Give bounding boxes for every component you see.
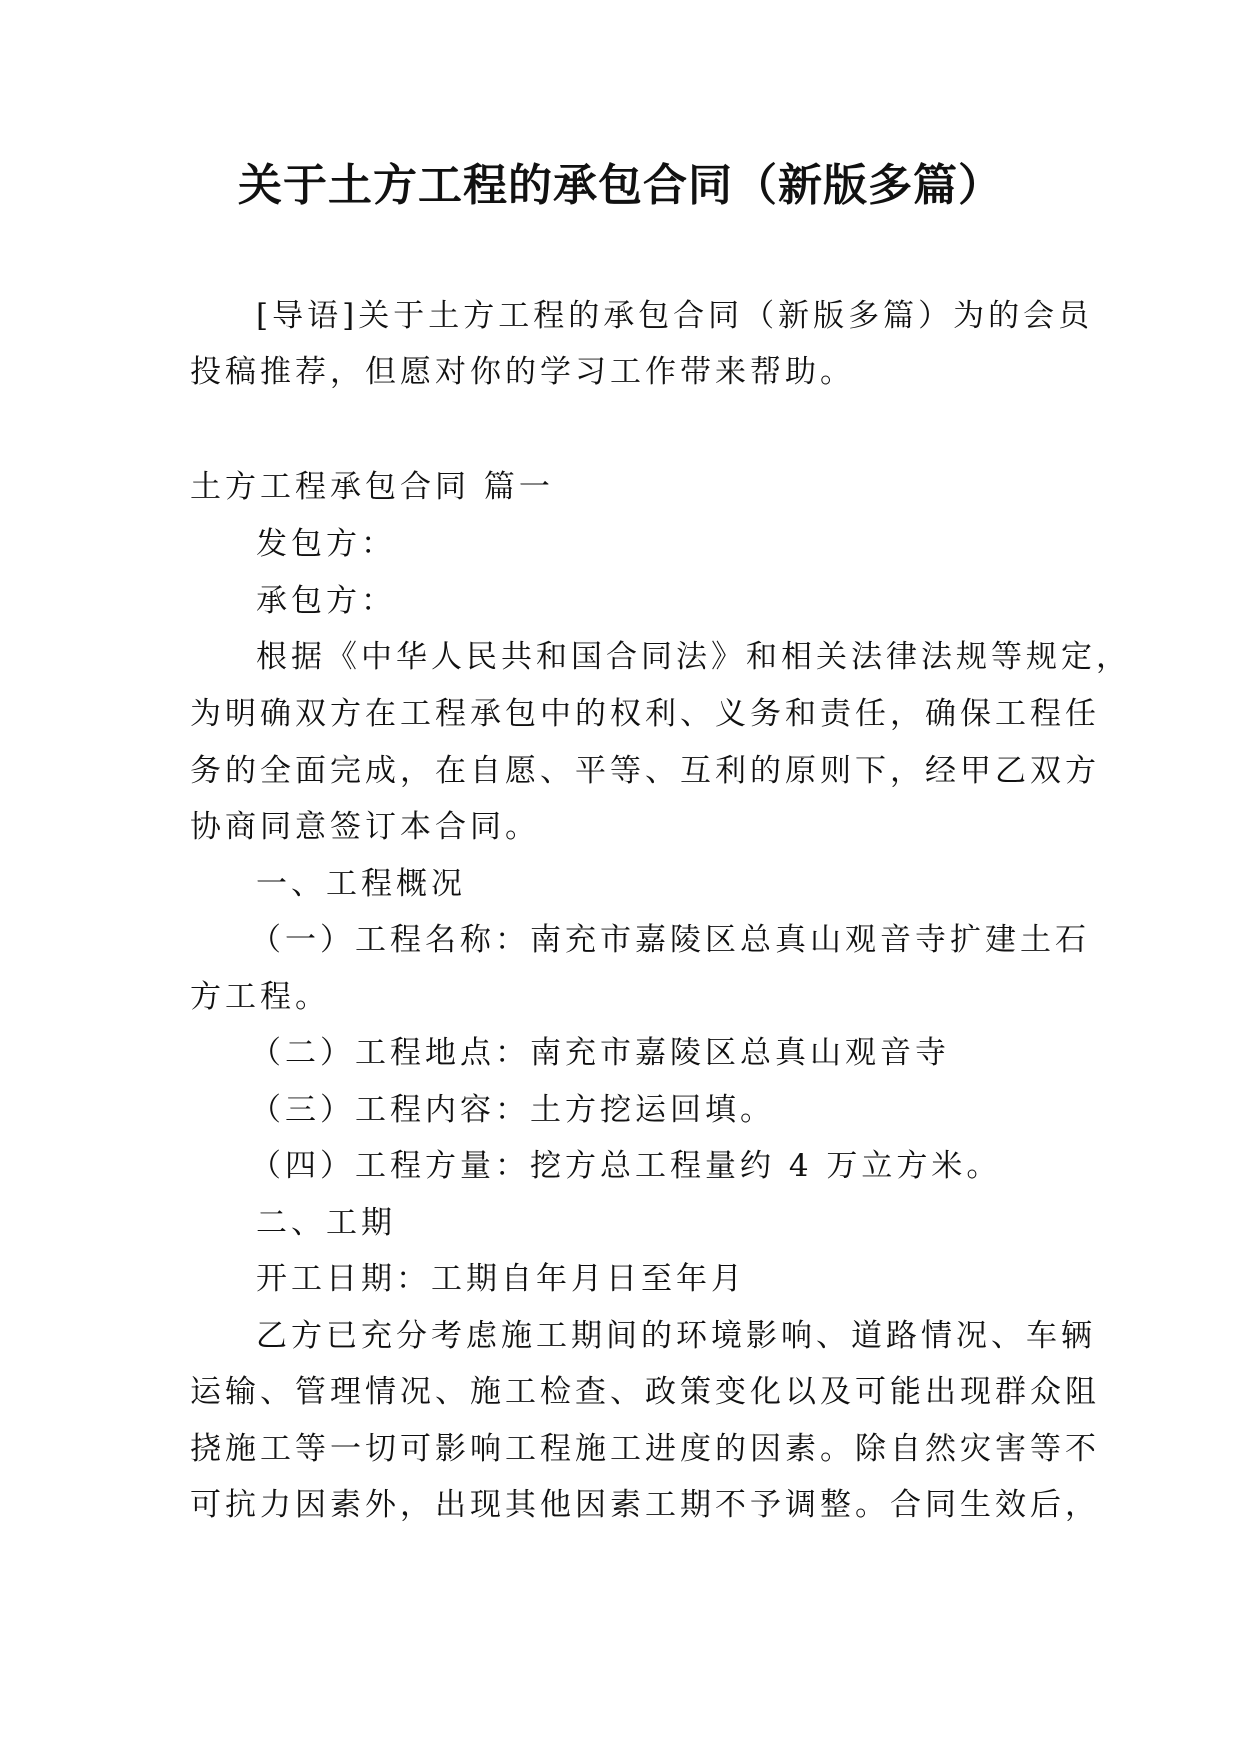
preamble-line-1: 根据《中华人民共和国合同法》和相关法律法规等规定， bbox=[256, 639, 1131, 675]
party-b-line: 承包方： bbox=[256, 583, 396, 619]
document-title: 关于土方工程的承包合同（新版多篇） bbox=[238, 160, 1003, 211]
project-location-line: （二）工程地点：南充市嘉陵区总真山观音寺 bbox=[250, 1035, 950, 1071]
schedule-line-1: 乙方已充分考虑施工期间的环境影响、道路情况、车辆 bbox=[256, 1318, 1096, 1354]
schedule-line-3: 挠施工等一切可影响工程施工进度的因素。除自然灾害等不 bbox=[190, 1431, 1100, 1467]
intro-line-1: [导语]关于土方工程的承包合同（新版多篇）为的会员 bbox=[256, 298, 1094, 334]
schedule-line-2: 运输、管理情况、施工检查、政策变化以及可能出现群众阻 bbox=[190, 1374, 1100, 1410]
party-a-line: 发包方： bbox=[256, 526, 396, 562]
article-2-heading: 二、工期 bbox=[256, 1205, 396, 1241]
project-volume-line: （四）工程方量：挖方总工程量约 4 万立方米。 bbox=[250, 1148, 1002, 1184]
intro-line-2: 投稿推荐，但愿对你的学习工作带来帮助。 bbox=[190, 354, 855, 390]
start-date-line: 开工日期：工期自年月日至年月 bbox=[256, 1261, 746, 1297]
project-content-line: （三）工程内容：土方挖运回填。 bbox=[250, 1092, 775, 1128]
project-name-line-2: 方工程。 bbox=[190, 979, 330, 1015]
project-name-line-1: （一）工程名称：南充市嘉陵区总真山观音寺扩建土石 bbox=[250, 922, 1090, 958]
schedule-line-4: 可抗力因素外，出现其他因素工期不予调整。合同生效后， bbox=[190, 1487, 1100, 1523]
preamble-line-3: 务的全面完成，在自愿、平等、互利的原则下，经甲乙双方 bbox=[190, 753, 1100, 789]
section-heading: 土方工程承包合同 篇一 bbox=[190, 469, 554, 505]
preamble-line-4: 协商同意签订本合同。 bbox=[190, 809, 540, 845]
article-1-heading: 一、工程概况 bbox=[256, 866, 466, 902]
preamble-line-2: 为明确双方在工程承包中的权利、义务和责任，确保工程任 bbox=[190, 696, 1100, 732]
